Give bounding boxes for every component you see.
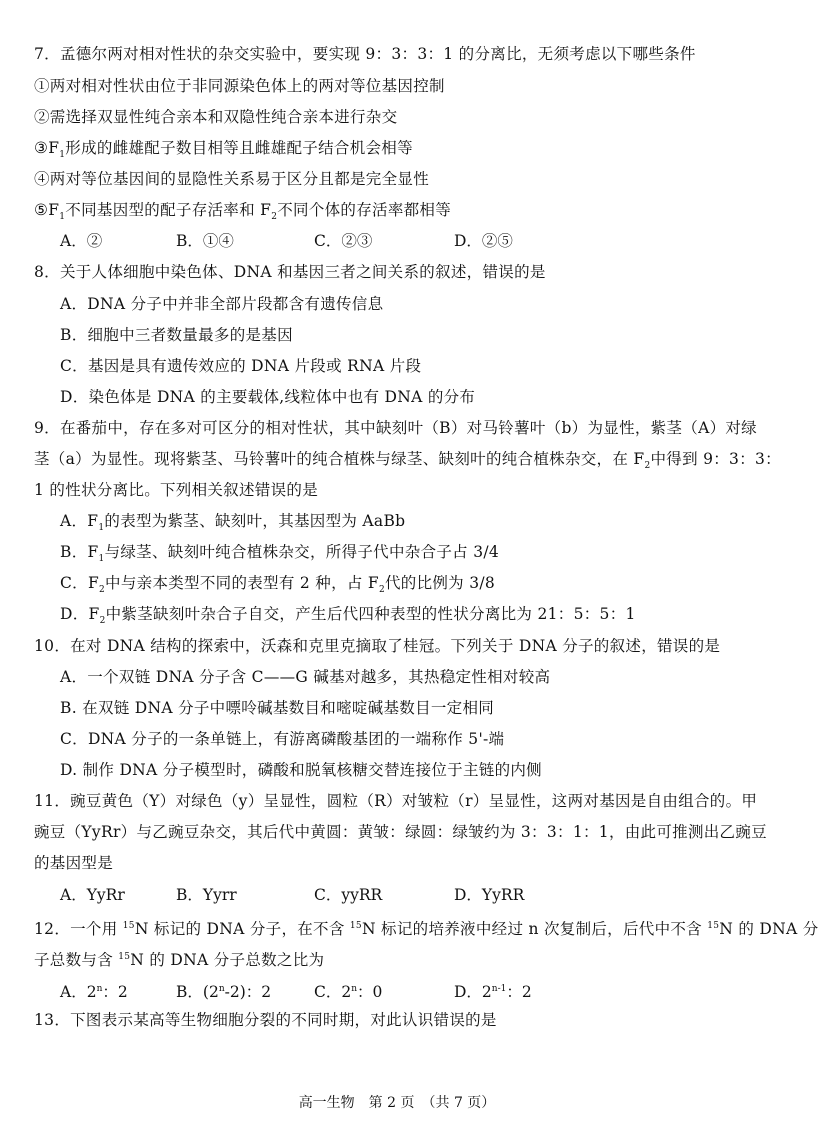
q12-option-b: B．(2$^n$-2)：2: [176, 983, 272, 1002]
q9-option-c: C．$F_2$中与亲本类型不同的表型有 2 种，占 $F_2$代的比例为 3/8: [60, 574, 496, 596]
q11-option-d: D．YyRR: [454, 886, 525, 904]
q11-option-b: B．Yyrr: [176, 886, 237, 904]
q12-option-c: C．2$^n$：0: [314, 983, 383, 1002]
q10-option-b: B. 在双链 DNA 分子中嘌呤碱基数目和嘧啶碱基数目一定相同: [60, 699, 495, 717]
q12-options: [60, 979, 532, 1002]
q7-condition-2: ②需选择双显性纯合亲本和双隐性纯合亲本进行杂交: [34, 108, 398, 126]
q10-option-d: D. 制作 DNA 分子模型时，磷酸和脱氧核糖交替连接位于主链的内侧: [60, 761, 542, 779]
q11-stem-line-3: 的基因型是: [34, 854, 114, 872]
q11-options: [60, 885, 524, 905]
q7-options: [60, 231, 513, 251]
q8-stem: 8．关于人体细胞中染色体、DNA 和基因三者之间关系的叙述，错误的是: [34, 263, 546, 281]
q8-option-c: C．基因是具有遗传效应的 DNA 片段或 RNA 片段: [60, 357, 422, 375]
q7-condition-4: ④两对等位基因间的显隐性关系易于区分且都是完全显性: [34, 170, 430, 188]
q13-stem: 13．下图表示某高等生物细胞分裂的不同时期，对此认识错误的是: [34, 1011, 497, 1029]
q12-stem-line-1: 12．一个用 $^{15}$N 标记的 DNA 分子，在不含 $^{15}$N 标记的培养液中经过 n 次复制后，后代中不含 $^{15}$N 的 DNA 分: [34, 920, 819, 939]
q10-option-c: C．DNA 分子的一条单链上，有游离磷酸基团的一端称作 5'-端: [60, 730, 505, 748]
q7-condition-1: ①两对相对性状由位于非同源染色体上的两对等位基因控制: [34, 77, 445, 95]
q7-condition-3: $③F_1$形成的雌雄配子数目相等且雌雄配子结合机会相等: [34, 139, 413, 161]
q8-option-a: A．DNA 分子中并非全部片段都含有遗传信息: [60, 295, 384, 313]
q9-stem-line-1: 9．在番茄中，存在多对可区分的相对性状，其中缺刻叶（B）对马铃薯叶（b）为显性，紫茎（A）对绿: [34, 419, 757, 437]
q8-option-d: D．染色体是 DNA 的主要载体,线粒体中也有 DNA 的分布: [60, 388, 476, 406]
q11-stem-line-2: 豌豆（YyRr）与乙豌豆杂交，其后代中黄圆：黄皱：绿圆：绿皱约为 3：3：1：1，由此可推测出乙豌豆: [34, 823, 767, 841]
q7-option-c: C．②③: [314, 232, 373, 250]
q11-option-a: A．YyRr: [60, 886, 125, 904]
q9-stem-line-2: 茎（a）为显性。现将紫茎、马铃薯叶的纯合植株与绿茎、缺刻叶的纯合植株杂交，在 $F_2$中得到 9：3：3：: [34, 450, 781, 472]
q9-option-d: D．$F_2$中紫茎缺刻叶杂合子自交，产生后代四种表型的性状分离比为 21：5：5：1: [60, 605, 636, 627]
q10-option-a: A．一个双链 DNA 分子含 C——G 碱基对越多，其热稳定性相对较高: [60, 668, 551, 686]
q7-option-b: B．①④: [176, 232, 234, 250]
q7-stem: 7．孟德尔两对相对性状的杂交实验中，要实现 9：3：3：1 的分离比，无须考虑以下哪些条件: [34, 45, 696, 63]
q9-option-b: B．$F_1$与绿茎、缺刻叶纯合植株杂交，所得子代中杂合子占 3/4: [60, 543, 500, 565]
q9-option-a: A．$F_1$的表型为紫茎、缺刻叶，其基因型为 AaBb: [60, 512, 406, 534]
page-footer: 高一生物 第 2 页 （共 7 页）: [298, 1095, 496, 1111]
q12-option-a: A．2$^n$：2: [60, 983, 128, 1002]
q7-option-a: A．②: [60, 232, 103, 250]
q12-option-d: D．2$^{n-1}$：2: [454, 983, 532, 1002]
q7-option-d: D．②⑤: [454, 232, 513, 250]
q7-condition-5: $⑤F_1$不同基因型的配子存活率和 $F_2$不同个体的存活率都相等: [34, 201, 452, 223]
q11-option-c: C．yyRR: [314, 886, 383, 904]
q8-option-b: B．细胞中三者数量最多的是基因: [60, 326, 293, 344]
q11-stem-line-1: 11．豌豆黄色（Y）对绿色（y）呈显性，圆粒（R）对皱粒（r）呈显性，这两对基因是自由组合的。甲: [34, 792, 758, 810]
q12-stem-line-2: 子总数与含 $^{15}$N 的 DNA 分子总数之比为: [34, 951, 325, 970]
q9-stem-line-3: 1 的性状分离比。下列相关叙述错误的是: [34, 481, 318, 499]
q10-stem: 10．在对 DNA 结构的探索中，沃森和克里克摘取了桂冠。下列关于 DNA 分子的叙述，错误的是: [34, 637, 721, 655]
